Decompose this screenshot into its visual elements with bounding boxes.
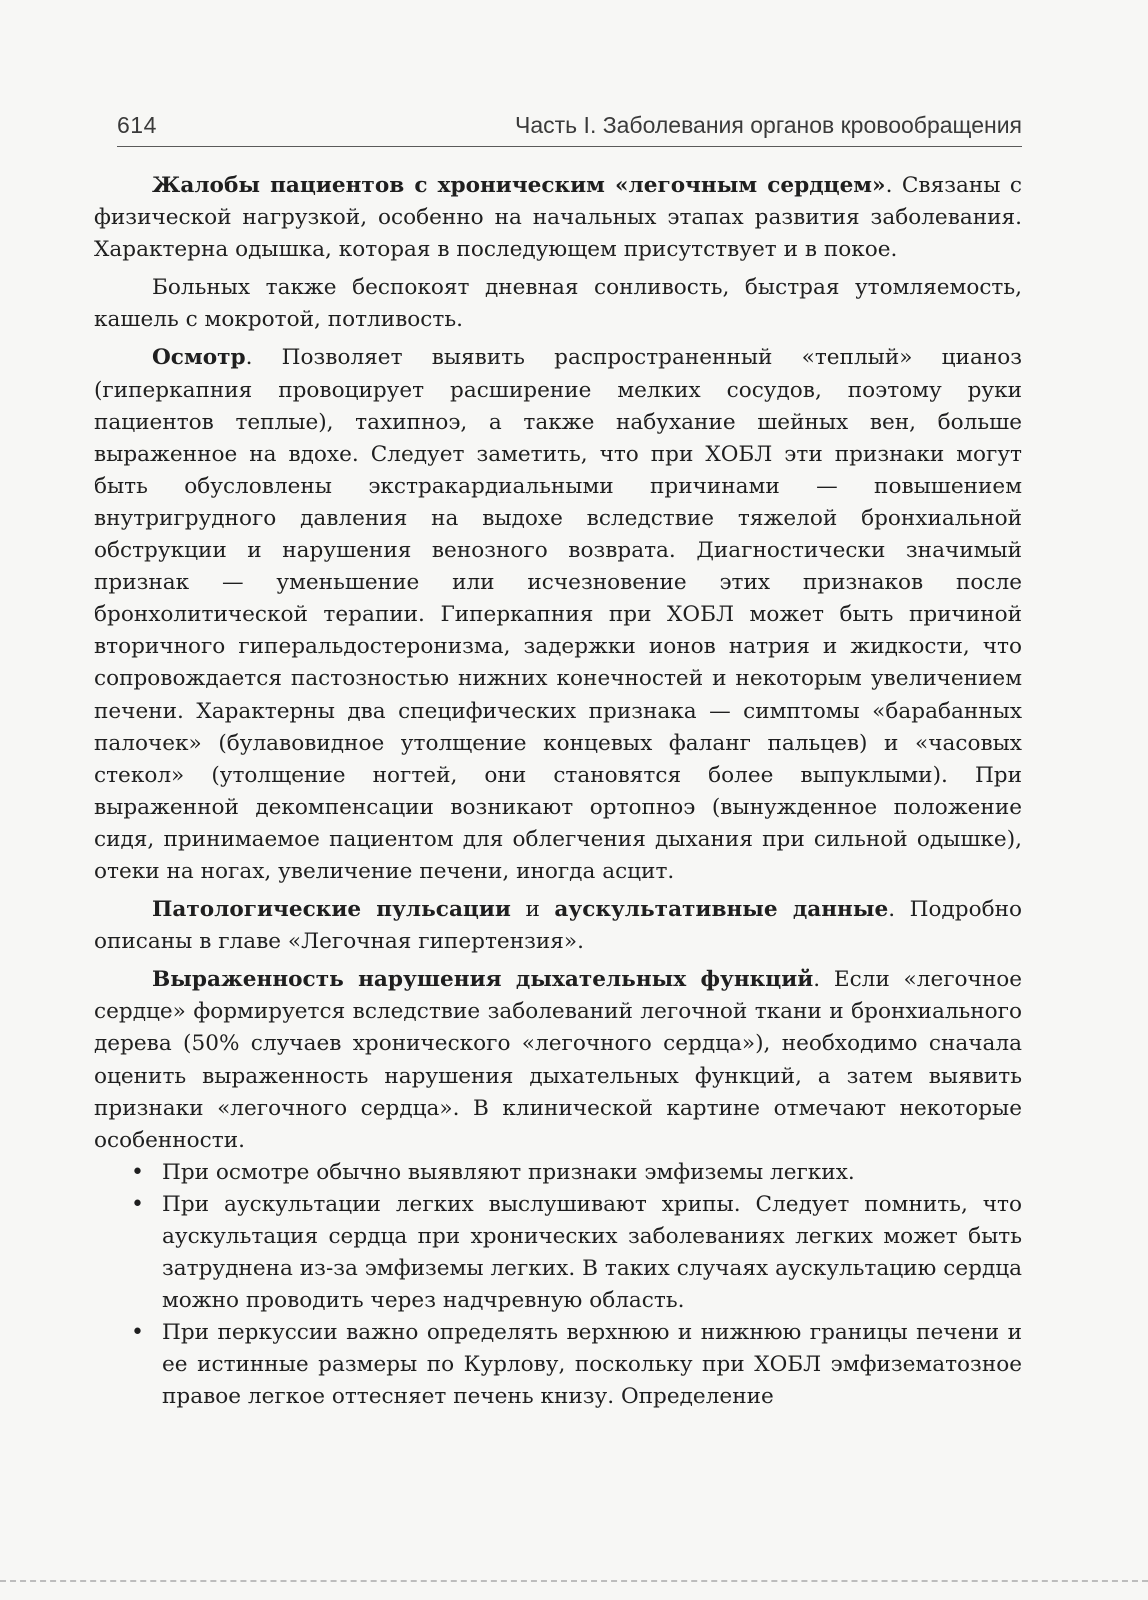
paragraph-text: . Позволяет выявить распространенный «теплый» цианоз (гиперкапния провоцирует расширение мелких сосудов, поэтому руки пациентов теплые), тахипноэ, а также набухание шейных вен, больше выраженное на вдохе. Следует заметить, что при ХОБЛ эти признаки могут быть обусловлены экстракардиальными причинами — повышением внутригрудного давления на выдохе вследствие тяжелой бронхиальной обструкции и нарушения венозного возврата. Диагностически значимый признак — уменьшение или исчезновение этих признаков после бронхолитической терапии. Гиперкапния при ХОБЛ может быть причиной вторичного гиперальдостеронизма, задержки ионов натрия и жидкости, что сопровождается пастозностью нижних конечностей и некоторым увеличением печени. Характерны два специфических признака — симптомы «барабанных палочек» (булавовидное утолщение концевых фаланг пальцев) и «часовых стекол» (утолщение ногтей, они становятся более выпуклыми). При выраженной декомпенсации возникают ортопноэ (вынужденное положение сидя, принимаемое пациентом для облегчения дыхания при сильной одышке), отеки на ногах, увеличение печени, иногда асцит. xyxy=(94,345,1022,884)
paragraph-heading: Осмотр xyxy=(152,345,246,371)
paragraph-heading-part: аускультативные данные xyxy=(554,897,889,923)
running-title: Часть I. Заболевания органов кровообращения xyxy=(515,112,1022,138)
paragraph-complaints xyxy=(94,170,1022,266)
paragraph-text: . Если «легочное сердце» формируется вследствие заболеваний легочной ткани и бронхиального дерева (50% случаев хронического «легочного сердца»), необходимо сначала оценить выраженность нарушения дыхательных функций, а затем выявить признаки «легочного сердца». В клинической картине отмечают некоторые особенности. xyxy=(94,967,1022,1153)
page-header xyxy=(117,112,1022,148)
list-item xyxy=(94,1157,1022,1189)
bullet-icon: • xyxy=(131,1191,144,1217)
list-item-text: При перкуссии важно определять верхнюю и нижнюю границы печени и ее истинные размеры по Курлову, поскольку при ХОБЛ эмфизематозное правое легкое оттесняет печень книзу. Определение xyxy=(162,1320,1022,1410)
paragraph-pulsations xyxy=(94,894,1022,958)
bullet-list xyxy=(94,1157,1022,1414)
bullet-icon: • xyxy=(131,1159,144,1185)
bullet-icon: • xyxy=(131,1320,144,1346)
paragraph-text: Больных также беспокоят дневная сонливость, быстрая утомляемость, кашель с мокротой, потливость. xyxy=(94,275,1022,333)
page-bottom-edge xyxy=(0,1580,1148,1582)
list-item xyxy=(94,1189,1022,1317)
paragraph-connector: и xyxy=(510,897,555,923)
paragraph-text: . Подробно описаны в главе «Легочная гипертензия». xyxy=(94,897,1022,955)
header-rule xyxy=(117,146,1022,147)
paragraph-examination xyxy=(94,342,1022,888)
paragraph-heading: Жалобы пациентов с хроническим «легочным сердцем» xyxy=(152,173,886,198)
paragraph-respiratory xyxy=(94,964,1022,1157)
page-number: 614 xyxy=(117,112,157,138)
list-item-text: При аускультации легких выслушивают хрипы. Следует помнить, что аускультация сердца при хронических заболеваниях легких может быть затруднена из-за эмфиземы легких. В таких случаях аускультацию сердца можно проводить через надчревную область. xyxy=(162,1191,1022,1314)
paragraph-heading: Выраженность нарушения дыхательных функций xyxy=(152,967,814,993)
list-item-text: При осмотре обычно выявляют признаки эмфиземы легких. xyxy=(162,1159,855,1185)
list-item xyxy=(94,1317,1022,1413)
paragraph-symptoms xyxy=(94,272,1022,336)
body-text xyxy=(94,170,1022,1414)
paragraph-text: . Связаны с физической нагрузкой, особенно на начальных этапах развития заболевания. Характерна одышка, которая в последующем присутствует и в покое. xyxy=(94,173,1022,263)
paragraph-heading-part: Патологические пульсации xyxy=(152,897,511,923)
